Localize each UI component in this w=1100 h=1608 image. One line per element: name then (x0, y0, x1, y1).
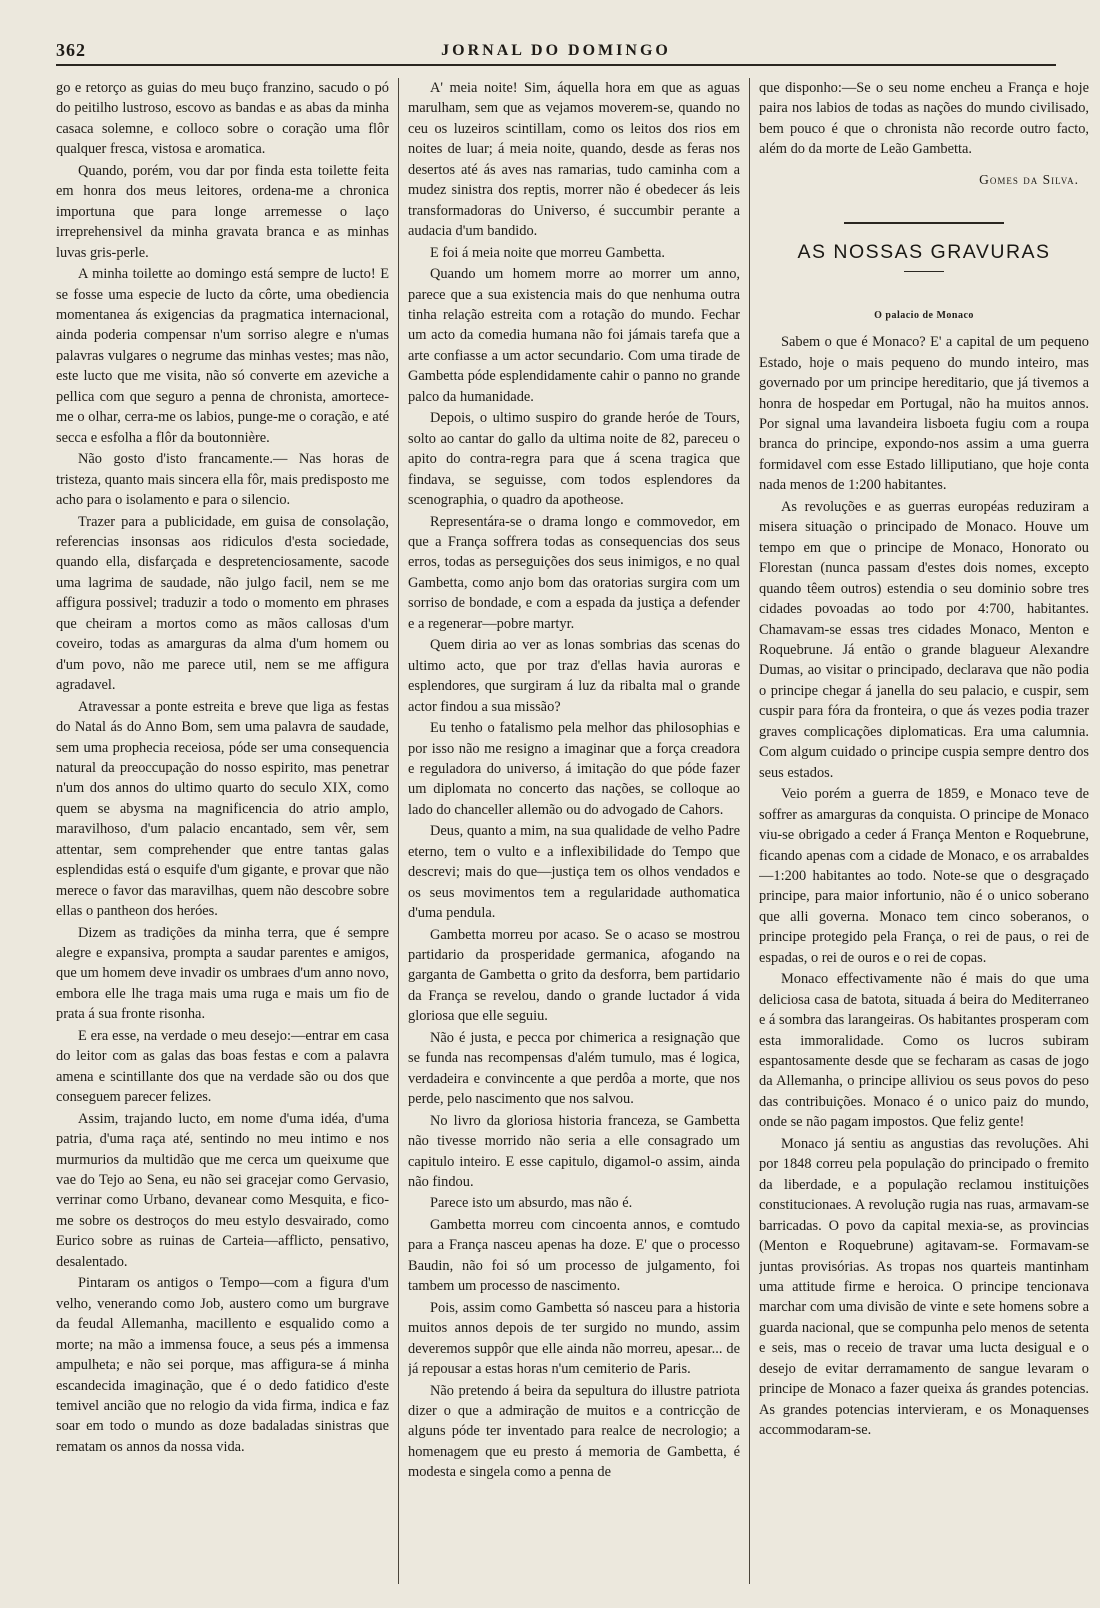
article-paragraph: Não pretendo á beira da sepultura do illustre patriota dizer o que a admiração de muitos e a contricção de alguns póde ter inventado para realce de necrologio; a homenagem que eu presto á memoria de Gambetta, é modesta e singela como a penna de (408, 1382, 740, 1481)
article-paragraph: A' meia noite! Sim, áquella hora em que as aguas marulham, sem que as vejamos moverem-se, quando no ceu os luzeiros scintillam, como os leitos dos rios em noites de luar; á meia noite, quando, desde as feras nos desertos até ás aves nas ramarias, tudo caminha com a mudez sinistra dos reptis, morrer não é obedecer ás leis transformadoras do Universo, é succumbir perante a audacia d'um bandido. (408, 80, 740, 240)
journal-title: JORNAL DO DOMINGO (441, 42, 671, 59)
column-divider-1 (398, 78, 399, 1584)
article-paragraph: Eu tenho o fatalismo pela melhor das philosophias e por isso não me resigno a imaginar que a força creadora e reguladora do universo, á imitação do que póde fazer um diplomata no concerto das nações, se colloque ao lado do chanceller allemão ou do advogado de Cahors. (408, 720, 740, 818)
article-paragraph: Quando um homem morre ao morrer um anno, parece que a sua existencia mais do que nenhuma outra tinha relação estreita com a rotação do mundo. Fechar um acto da comedia humana não foi jámais tarefa que a arte confiasse a um actor secundario. Com uma tirade de Gambetta póde esplendidamente cahir o panno no grande palco da humanidade. (408, 266, 740, 405)
article-paragraph: go e retorço as guias do meu buço franzino, sacudo o pó do peitilho lustroso, escovo as bandas e as abas da minha casaca solemne, e colloco sobre o coração uma flôr qualquer fresca, vistosa e aromatica. (56, 80, 389, 158)
engraving-subheading: O palacio de Monaco (874, 309, 974, 321)
article-paragraph: Pintaram os antigos o Tempo—com a figura d'um velho, venerando como Job, austero como um burgrave da feudal Allemanha, macillento e esqualido como a morte; na mão a immensa fouce, a seus pés a immensa ampulheta; e não sei porque, mas affigura-se á minha escandecida imaginação, que é o dedo fatidico d'este temivel ancião que no relogio da vida firma, indica e faz soar em todo o mundo as doze badaladas sinistras que rematam os annos da nossa vida. (56, 1275, 389, 1455)
column-1 (56, 78, 389, 1588)
article-paragraph: E foi á meia noite que morreu Gambetta. (430, 244, 665, 261)
article-paragraph: Sabem o que é Monaco? E' a capital de um pequeno Estado, hoje o mais pequeno do mundo inteiro, mas governado por um principe hereditario, que já tivemos a honra de hospedar em Portugal, não ha muitos annos. Por signal uma lavandeira lisboeta fugiu com a roupa branca do principe, expondo-nos assim a uma guerra formidavel com esse Estado lilliputiano, que hoje conta nada menos de 1:200 habitantes. (759, 334, 1089, 494)
page-header (56, 38, 1056, 66)
article-paragraph: Pois, assim como Gambetta só nasceu para a historia muitos annos depois de ter surgido no mundo, assim deveremos suppôr que elle ainda não morreu, apesar... de já repousar a estas horas n'um cemiterio de Paris. (408, 1299, 740, 1378)
article-paragraph: Parece isto um absurdo, mas não é. (430, 1195, 633, 1212)
page-number: 362 (56, 40, 86, 60)
article-paragraph: A minha toilette ao domingo está sempre de lucto! E se fosse uma especie de lucto da côrte, uma obediencia momentanea ás exigencias da pragmatica internacional, ainda poderia compensar n'um sorriso alegre e n'umas palavras vulgares o negrume das minhas vestes; mas não, este lucto que me visita, não só converte em azeviche a pellica com que seguro a penna de chronista, amortece-me o olhar, cerra-me os labios, punge-me o coração, e até secca e esfolha a flôr da boutonnière. (56, 266, 389, 446)
heading-underline (904, 271, 944, 272)
article-paragraph: Não é justa, e pecca por chimerica a resignação que se funda nas recompensas d'além tumulo, mas é logica, verdadeira e convincente a que perdôa a morte, que nos perde, pelo nascimento que nos salvou. (408, 1029, 740, 1108)
article-paragraph: Depois, o ultimo suspiro do grande heróe de Tours, solto ao cantar do gallo da ultima noite de 82, pareceu o apito do contra-regra para que á scena tragica que findava, se seguisse, com todos esplendores da scenographia, o quadro da apotheose. (408, 410, 740, 509)
article-paragraph: As revoluções e as guerras européas reduziram a misera situação o principado de Monaco. Houve um tempo em que o principe de Monaco, Honorato ou Florestan (nunca passam d'estes dois nomes, excepto quando têem outros) estendia o seu dominio sobre tres cidades povoadas ao todo por 4:700, habitantes. Chamavam-se essas tres cidades Monaco, Menton e Roquebrune. Já então o grande blagueur Alexandre Dumas, ao visitar o principado, declarava que não podia o principe chegar á janella do seu palacio, e cuspir, sem cuspir para fóra da fronteira, o que ás vezes podia trazer graves complicações diplomaticas. Era uma calumnia. Com algum cuidado o principe cuspia sempre dentro dos seus estados. (759, 498, 1089, 781)
article-paragraph: Assim, trajando lucto, em nome d'uma idéa, d'uma patria, d'uma raça até, sentindo no meu intimo e nos murmurios da multidão que me cerca um queixume que vae do Tejo ao Sena, eu não sei gracejar como Gervasio, verrinar como Urbano, devanear como Mesquita, e fico-me sobre os destroços do meu estylo desvairado, como Eurico sobre as ruinas de Carteia—afflicto, pensativo, desalentado. (56, 1110, 389, 1270)
article-paragraph: Gambetta morreu com cincoenta annos, e comtudo para a França nasceu apenas ha doze. E' que o processo Baudin, não foi só um processo de julgamento, foi tambem um processo de nascimento. (408, 1216, 740, 1295)
article-paragraph: Atravessar a ponte estreita e breve que liga as festas do Natal ás do Anno Bom, sem uma palavra de saudade, sem uma prophecia receiosa, póde ser uma consequencia natural da preoccupação do nosso espirito, mas penetrar n'um dos annos do ultimo quarto do seculo XIX, como quem se abysma na magnificencia do atrio amplo, maravilhoso, d'um palacio encantado, sem vêr, sem attentar, sem comprehender que entre tantas galas esplendidas está o esquife d'um gigante, e provar que não merece o favor das maravilhas, quem não descobre sobre ellas o pantheon dos heróes. (56, 698, 389, 920)
article-paragraph: Monaco já sentiu as angustias das revoluções. Ahi por 1848 correu pela população do principado o fremito da liberdade, e a população reclamou instituições constitucionaes. A revolução rugia nas ruas, armavam-se barricadas. O povo da capital mexia-se, as provincias (Menton e Roquebrune) agitavam-se. Formavam-se juntas provisórias. As tropas nos quarteis mantinham uma attitude firme e heroica. O principe tencionava marchar com uma divisão de vinte e sete homens sobre a guarda nacional, que se compunha pelo menos de setenta e seis, mas o receio de travar uma lucta desigual e o desejo de evitar derramamento de sangue levaram o principe de Monaco a fazer queixa ás grandes potencias. As grandes potencias intervieram, e os Monaquenses accommodaram-se. (759, 1135, 1089, 1439)
section-divider (844, 222, 1004, 224)
column-3 (759, 78, 1089, 1588)
article-paragraph: Monaco effectivamente não é mais do que uma deliciosa casa de batota, situada á beira do Mediterraneo e á sombra das larangeiras. Os habitantes prosperam com esta immoralidade. Como os lucros subiram espantosamente desde que se fecharam as casas de jogo da Allemanha, o principe alliviou os seus povos do peso das contribuições. Monaco é o unico paiz do mundo, onde se não pagam impostos. Que feliz gente! (759, 971, 1089, 1131)
article-paragraph: No livro da gloriosa historia franceza, se Gambetta não tivesse morrido não seria a elle consagrado um capitulo inteiro. E esse capitulo, digamol-o assim, ainda não findou. (408, 1112, 740, 1191)
article-paragraph: Dizem as tradições da minha terra, que é sempre alegre e expansiva, prompta a saudar parentes e amigos, que um homem deve invadir os umbraes d'um anno novo, embora elle lhe traga mais uma ruga e mais um fio de prata á sua fronte risonha. (56, 924, 389, 1023)
section-heading: AS NOSSAS GRAVURAS (797, 241, 1051, 264)
article-paragraph: Quem diria ao ver as lonas sombrias das scenas do ultimo acto, que por traz d'ellas havia auroras e esplendores, que surgiram á luz da ribalta mal o grande actor findou a sua missão? (408, 637, 740, 715)
article-paragraph: Quando, porém, vou dar por finda esta toilette feita em honra dos meus leitores, ordena-me a chronica importuna que para longe arremesse o laço irreprehensivel da minha gravata branca e as minhas luvas gris-perle. (56, 162, 389, 261)
article-paragraph: E era esse, na verdade o meu desejo:—entrar em casa do leitor com as galas das boas festas e com a palavra amena e scintillante dos que na verdade são ou dos que conseguem parecer felizes. (56, 1027, 389, 1106)
column-divider-2 (749, 78, 750, 1584)
author-signature: Gomes da Silva. (979, 171, 1079, 187)
article-paragraph: Trazer para a publicidade, em guisa de consolação, referencias insonsas aos ridiculos d'esta sociedade, quando ella, disfarçada e despretenciosamente, sacode uma lagrima de saudade, não julgo facil, nem se me affigura possivel; traduzir a todo o momento em phrases que cheiram a mortos como as mãos callosas d'um coveiro, todas as amarguras da alma d'um homem ou d'um povo, não me parece util, nem se me affigura agradavel. (56, 513, 389, 694)
article-paragraph: Veio porém a guerra de 1859, e Monaco teve de soffrer as amarguras da conquista. O principe de Monaco viu-se obrigado a ceder á França Menton e Roquebrune, ficando apenas com a cidade de Monaco, e os arrabaldes—1:200 habitantes ao todo. Note-se que o desgraçado principe, para maior infortunio, não é o unico soberano que alli governa. Monaco tem cinco soberanos, o principe protegido pela França, o rei de paus, o rei de espadas, o rei de ouros e o rei de copas. (759, 786, 1089, 966)
article-paragraph: Representára-se o drama longo e commovedor, em que a França soffrera todas as consequencias dos seus erros, todas as perseguições dos seus inimigos, e no qual Gambetta, como anjo bom das oratorias surgira com um sorriso de bondade, e com a espada da justiça a defender e a regenerar—pobre martyr. (408, 513, 740, 632)
column-2 (408, 78, 740, 1588)
article-paragraph: Gambetta morreu por acaso. Se o acaso se mostrou partidario da prosperidade germanica, afogando na garganta de Gambetta o grito da desforra, bem partidario da França se revelou, dando o grande luctador á vida gloriosa que elle seguiu. (408, 926, 740, 1025)
article-paragraph: Não gosto d'isto francamente.— Nas horas de tristeza, quanto mais sincera ella fôr, mais predisposto me acho para o isolamento e para o silencio. (56, 451, 389, 509)
article-conclusion: que disponho:—Se o seu nome encheu a França e hoje paira nos labios de todas as nações do mundo civilisado, bem pouco é que o chronista não recorde outro facto, além do da morte de Leão Gambetta. (759, 80, 1089, 158)
article-paragraph: Deus, quanto a mim, na sua qualidade de velho Padre eterno, tem o vulto e a inflexibilidade do Tempo que descrevi; mais do que—justiça tem os olhos vendados e os seus movimentos tem a regularidade authomatica d'uma pendula. (408, 823, 740, 922)
